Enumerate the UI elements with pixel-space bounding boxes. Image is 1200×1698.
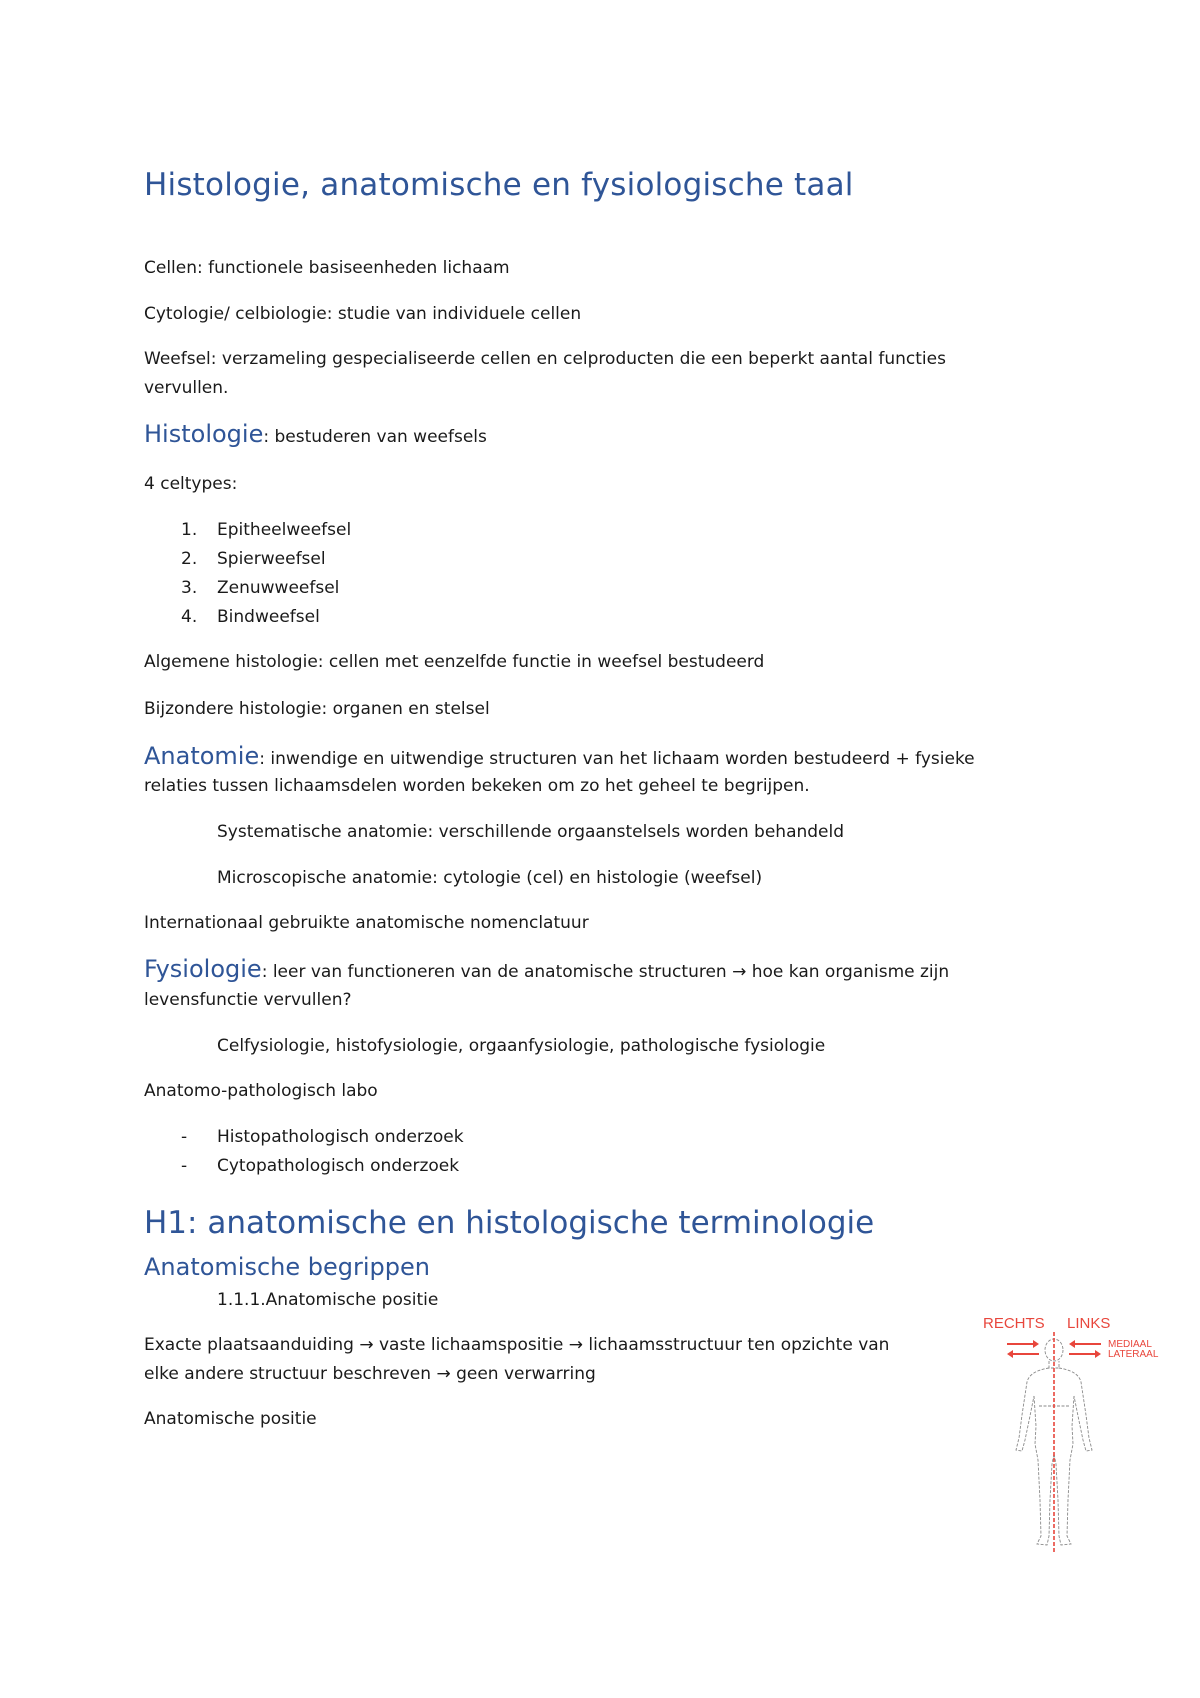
list-item [181, 607, 320, 627]
list-item [181, 520, 351, 540]
list-number: 3. [181, 578, 198, 598]
anatomical-position-figure [975, 1310, 1175, 1555]
anatomie-term: Anatomie [144, 742, 260, 770]
figure-label-left: LINKS [1067, 1315, 1111, 1332]
list-item [181, 549, 326, 569]
paragraph-celtypes: 4 celtypes: [144, 474, 238, 494]
histologie-definition [144, 420, 487, 449]
heading-3: 1.1.1.Anatomische positie [217, 1290, 439, 1310]
paragraph-weefsel-line-2: vervullen. [144, 378, 229, 398]
list-item [181, 1127, 464, 1147]
paragraph-weefsel-line-1: Weefsel: verzameling gespecialiseerde cellen en celproducten die een beperkt aantal functies [144, 349, 946, 369]
histologie-term: Histologie [144, 420, 264, 448]
paragraph-systematische-anatomie: Systematische anatomie: verschillende orgaanstelsels worden behandeld [217, 822, 845, 842]
list-label: Spierweefsel [217, 549, 326, 569]
list-number: 1. [181, 520, 198, 540]
fysiologie-definition-line-2: levensfunctie vervullen? [144, 990, 352, 1010]
anatomie-rest: : inwendige en uitwendige structuren van het lichaam worden bestudeerd + fysieke [259, 749, 975, 769]
figure-label-lateraal: LATERAAL [1108, 1349, 1159, 1360]
list-number: 4. [181, 607, 198, 627]
list-label: Bindweefsel [217, 607, 320, 627]
anatomie-definition [144, 742, 975, 771]
paragraph-cytologie: Cytologie/ celbiologie: studie van individuele cellen [144, 304, 582, 324]
list-label: Epitheelweefsel [217, 520, 352, 540]
list-item [181, 578, 339, 598]
list-number: 2. [181, 549, 198, 569]
fysiologie-definition [144, 955, 949, 984]
list-label: Zenuwweefsel [217, 578, 340, 598]
right-arrows-icon [1007, 1340, 1039, 1358]
heading-2: Anatomische begrippen [144, 1253, 430, 1281]
paragraph-anatomische-positie: Anatomische positie [144, 1409, 317, 1429]
list-dash: - [181, 1156, 188, 1176]
fysiologie-term: Fysiologie [144, 955, 262, 983]
anatomie-definition-line-2: relaties tussen lichaamsdelen worden bekeken om zo het geheel te begrijpen. [144, 776, 810, 796]
fysiologie-rest: : leer van functioneren van de anatomische structuren → hoe kan organisme zijn [261, 962, 950, 982]
figure-label-right: RECHTS [983, 1315, 1045, 1332]
heading-1: H1: anatomische en histologische terminologie [144, 1205, 875, 1241]
paragraph-microscopische-anatomie: Microscopische anatomie: cytologie (cel) en histologie (weefsel) [217, 868, 763, 888]
paragraph-bijzondere-histologie: Bijzondere histologie: organen en stelsel [144, 699, 490, 719]
list-label: Cytopathologisch onderzoek [217, 1156, 460, 1176]
paragraph-exacte-line-1: Exacte plaatsaanduiding → vaste lichaamspositie → lichaamsstructuur ten opzichte van [144, 1335, 890, 1355]
list-dash: - [181, 1127, 188, 1147]
figure-label-mediaal: MEDIAAL [1108, 1339, 1152, 1350]
paragraph-algemene-histologie: Algemene histologie: cellen met eenzelfde functie in weefsel bestudeerd [144, 652, 765, 672]
list-item [181, 1156, 459, 1176]
paragraph-anatomo-pathologisch: Anatomo-pathologisch labo [144, 1081, 378, 1101]
paragraph-cellen: Cellen: functionele basiseenheden lichaam [144, 258, 510, 278]
histologie-rest: : bestuderen van weefsels [263, 427, 487, 447]
page-title: Histologie, anatomische en fysiologische taal [144, 167, 854, 203]
paragraph-nomenclatuur: Internationaal gebruikte anatomische nomenclatuur [144, 913, 589, 933]
paragraph-celfysiologie: Celfysiologie, histofysiologie, orgaanfysiologie, pathologische fysiologie [217, 1036, 826, 1056]
paragraph-exacte-line-2: elke andere structuur beschreven → geen verwarring [144, 1364, 596, 1384]
left-arrows-icon [1069, 1340, 1101, 1358]
list-label: Histopathologisch onderzoek [217, 1127, 464, 1147]
